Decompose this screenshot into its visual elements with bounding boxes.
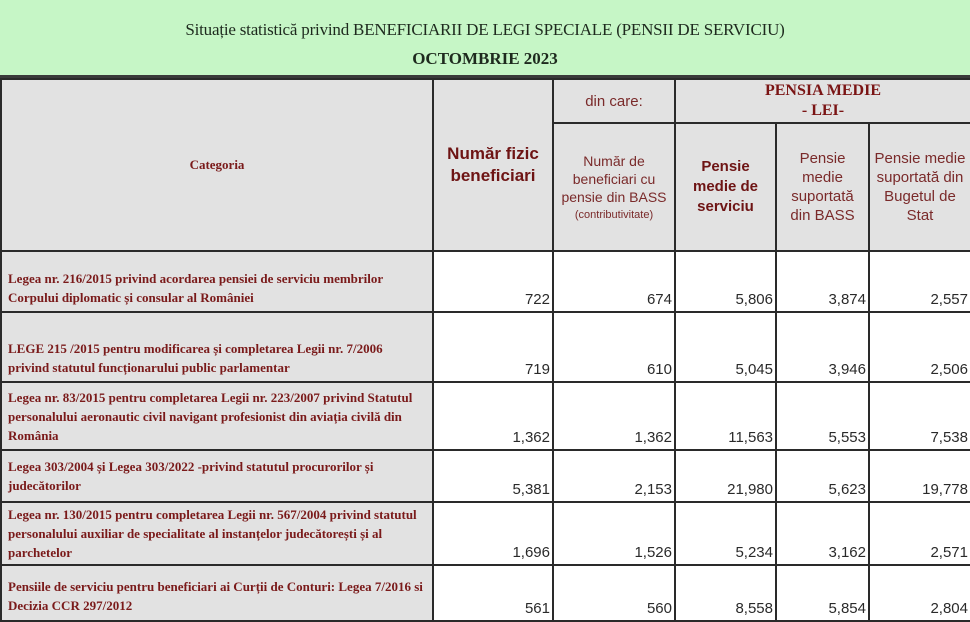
statistics-table (0, 78, 970, 622)
cell-numar-fizic: 719 (433, 312, 553, 382)
column-header-pensie-bass: Pensie medie suportată din BASS (776, 123, 869, 251)
row-categoria: LEGE 215 /2015 pentru modificarea și completarea Legii nr. 7/2006 privind statutul funcționarului public parlamentar (1, 312, 433, 382)
column-header-pensie-serviciu: Pensie medie de serviciu (675, 123, 776, 251)
table-row (1, 382, 970, 450)
cell-pensie-buget: 2,804 (869, 565, 970, 621)
row-categoria: Pensiile de serviciu pentru beneficiari ai Curții de Conturi: Legea 7/2016 si Decizia CCR 297/2012 (1, 565, 433, 621)
cell-pensie-buget: 2,571 (869, 502, 970, 565)
header-row-1 (1, 79, 970, 123)
row-categoria: Legea 303/2004 și Legea 303/2022 -privind statutul procurorilor și judecătorilor (1, 450, 433, 502)
cell-pensie-buget: 2,557 (869, 251, 970, 312)
cell-numar-bass: 560 (553, 565, 675, 621)
table-row (1, 251, 970, 312)
table-row (1, 312, 970, 382)
numar-bass-note: (contributivitate) (574, 208, 654, 221)
report-period: OCTOMBRIE 2023 (412, 49, 558, 68)
cell-pensie-buget: 2,506 (869, 312, 970, 382)
pensia-medie-unit: - LEI- (801, 102, 845, 119)
cell-pensie-bass: 3,946 (776, 312, 869, 382)
cell-numar-bass: 1,526 (553, 502, 675, 565)
cell-numar-fizic: 1,362 (433, 382, 553, 450)
cell-numar-fizic: 722 (433, 251, 553, 312)
cell-numar-bass: 1,362 (553, 382, 675, 450)
column-header-numar-fizic (433, 79, 553, 251)
table-row (1, 502, 970, 565)
cell-numar-fizic: 1,696 (433, 502, 553, 565)
cell-pensie-serviciu: 5,234 (675, 502, 776, 565)
cell-pensie-buget: 19,778 (869, 450, 970, 502)
column-header-din-care: din care: (553, 79, 675, 123)
title-band (0, 0, 970, 78)
report-title: Situație statistică privind BENEFICIARII DE LEGI SPECIALE (PENSII DE SERVICIU) (185, 20, 785, 39)
cell-pensie-bass: 3,162 (776, 502, 869, 565)
cell-numar-fizic: 5,381 (433, 450, 553, 502)
cell-pensie-serviciu: 5,045 (675, 312, 776, 382)
table-row (1, 450, 970, 502)
cell-pensie-serviciu: 8,558 (675, 565, 776, 621)
column-header-pensia-medie (675, 79, 970, 123)
numar-bass-label: Număr de beneficiari cu pensie din BASS (561, 152, 667, 205)
pensia-medie-label: PENSIA MEDIE (764, 82, 882, 99)
cell-pensie-bass: 5,553 (776, 382, 869, 450)
column-header-numar-bass (553, 123, 675, 251)
cell-numar-bass: 674 (553, 251, 675, 312)
row-categoria: Legea nr. 130/2015 pentru completarea Legii nr. 567/2004 privind statutul personalului auxiliar de specialitate al instanțelor judecătorești și al parchetelor (1, 502, 433, 565)
cell-pensie-bass: 3,874 (776, 251, 869, 312)
column-header-pensie-buget: Pensie medie suportată din Bugetul de Stat (869, 123, 970, 251)
row-categoria: Legea nr. 216/2015 privind acordarea pensiei de serviciu membrilor Corpului diplomatic și consular al României (1, 251, 433, 312)
cell-numar-bass: 2,153 (553, 450, 675, 502)
cell-pensie-serviciu: 21,980 (675, 450, 776, 502)
numar-fizic-label: Număr fizic beneficiari (447, 144, 539, 185)
table-row (1, 565, 970, 621)
cell-numar-fizic: 561 (433, 565, 553, 621)
column-header-categoria: Categoria (1, 79, 433, 251)
cell-pensie-buget: 7,538 (869, 382, 970, 450)
cell-pensie-bass: 5,623 (776, 450, 869, 502)
cell-pensie-bass: 5,854 (776, 565, 869, 621)
row-categoria: Legea nr. 83/2015 pentru completarea Legii nr. 223/2007 privind Statutul personalului aeronautic civil navigant profesionist din aviația civilă din România (1, 382, 433, 450)
cell-pensie-serviciu: 5,806 (675, 251, 776, 312)
cell-pensie-serviciu: 11,563 (675, 382, 776, 450)
cell-numar-bass: 610 (553, 312, 675, 382)
